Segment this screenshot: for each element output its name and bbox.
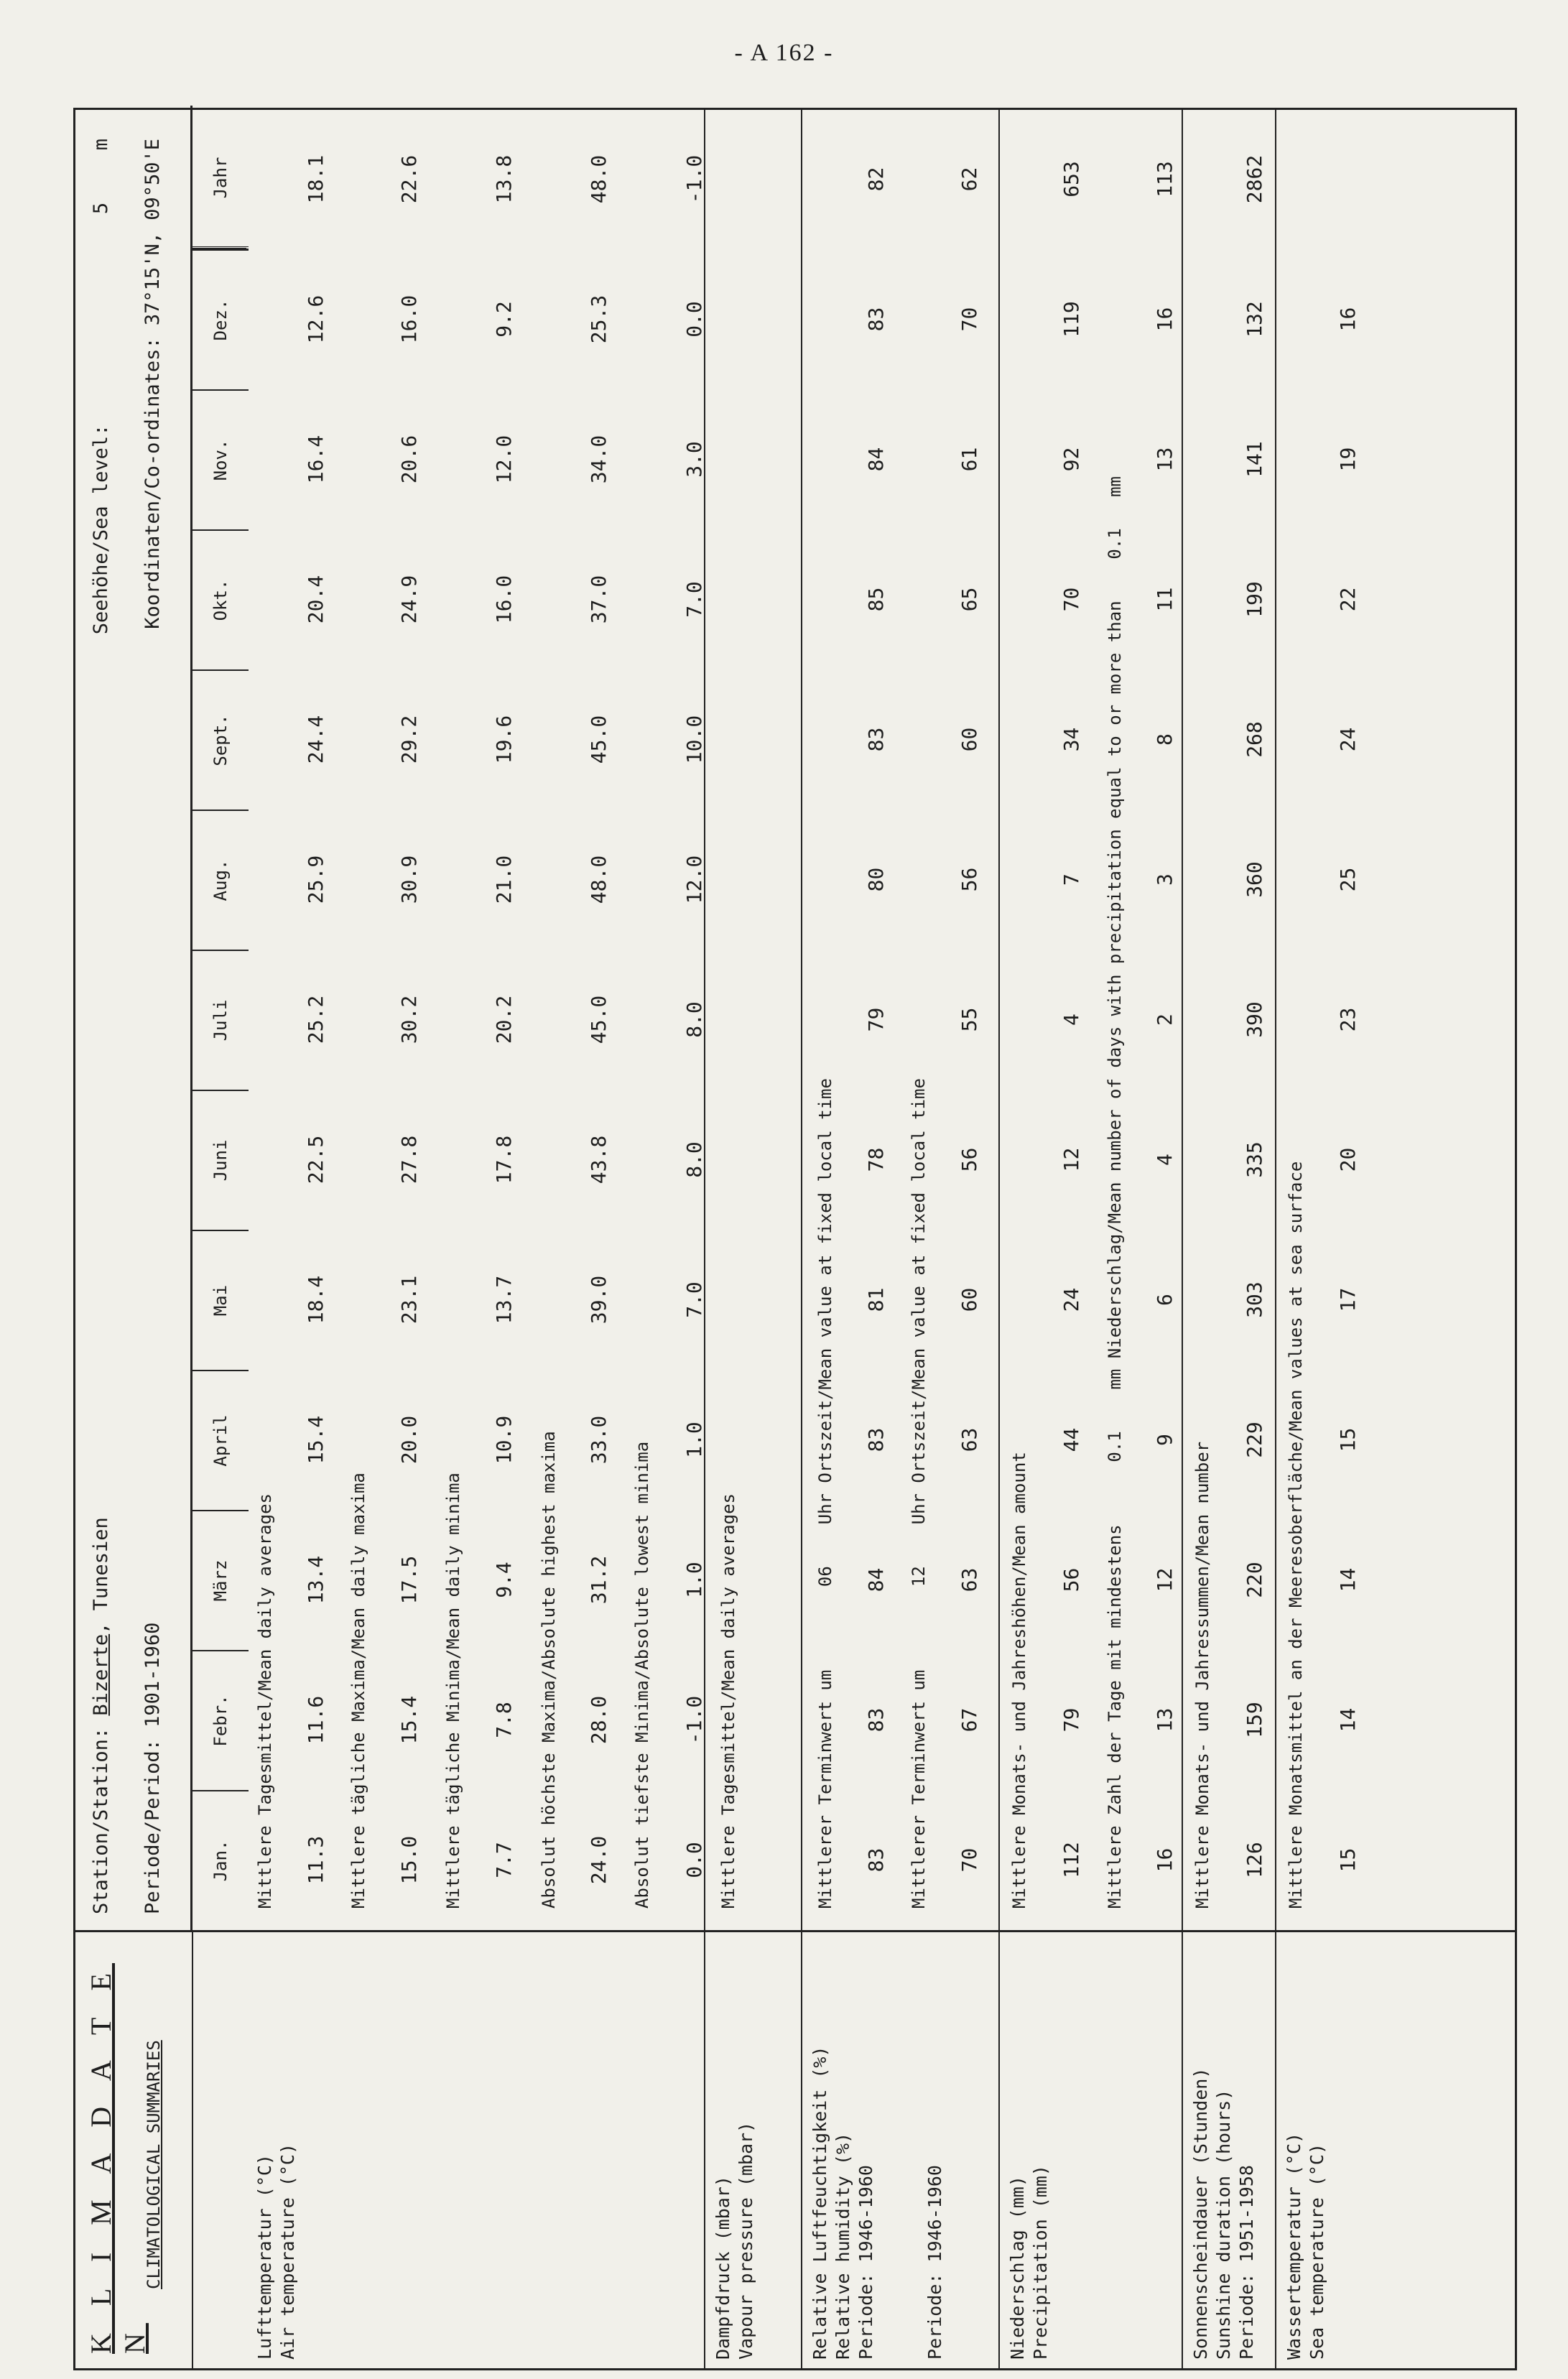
row-description: Absolut tiefste Minima/Absolute lowest minima <box>632 1441 652 1909</box>
table-cell-value: 13.7 <box>492 1275 516 1325</box>
table-cell-value: 34.0 <box>587 435 611 484</box>
table-cell-value: 3 <box>1153 873 1177 886</box>
table-cell-value: 21.0 <box>492 855 516 904</box>
table-cell-value: 0.0 <box>682 301 706 338</box>
section-label-sunshine: Sonnenscheindauer (Stunden) Sunshine duration (hours) Periode: 1951-1958 <box>1190 2067 1257 2360</box>
table-cell-value: 48.0 <box>587 154 611 204</box>
table-cell-value: 9 <box>1153 1434 1177 1446</box>
table-cell-value: 56 <box>1059 1567 1083 1592</box>
table-cell-value: 67 <box>957 1707 981 1733</box>
table-cell-value: 79 <box>864 1007 888 1032</box>
table-cell-value: 16.0 <box>492 575 516 624</box>
table-cell-value: 25.2 <box>304 995 328 1044</box>
table-cell-value: 199 <box>1243 581 1266 618</box>
table-cell-value: 229 <box>1243 1422 1266 1458</box>
table-cell-value: 55 <box>957 1007 981 1032</box>
table-cell-value: 29.2 <box>397 715 421 764</box>
row-description: Mittlere Zahl der Tage mit mindestens 0.1 mm Niederschlag/Mean number of days with precipitation equal to or more than 0.1 mm <box>1105 476 1125 1909</box>
table-cell-value: 80 <box>864 867 888 892</box>
table-cell-value: 13 <box>1153 1707 1177 1733</box>
page-subtitle: CLIMATOLOGICAL SUMMARIES <box>144 2040 164 2289</box>
table-cell-value: 27.8 <box>397 1135 421 1184</box>
table-cell-value: 8.0 <box>682 1141 706 1178</box>
month-header: Jan. <box>192 1790 249 1930</box>
month-header: Nov. <box>192 389 249 529</box>
table-cell-value: 78 <box>864 1147 888 1172</box>
table-cell-value: 24.4 <box>304 715 328 764</box>
table-cell-value: 24.9 <box>397 575 421 624</box>
period-line: Periode/Period: 1901-1960 <box>142 1622 164 1914</box>
table-cell-value: 8 <box>1153 733 1177 746</box>
table-cell-value: 12.6 <box>304 295 328 344</box>
table-cell-value: 45.0 <box>587 995 611 1044</box>
table-cell-value: 11.3 <box>304 1835 328 1885</box>
table-cell-value: 56 <box>957 867 981 892</box>
table-cell-value: 48.0 <box>587 855 611 904</box>
table-cell-value: 83 <box>864 727 888 752</box>
coordinates-line: Koordinaten/Co-ordinates: 37°15'N, 09°50'E <box>142 139 164 629</box>
table-cell-value: 7.0 <box>682 581 706 618</box>
table-cell-value: 60 <box>957 727 981 752</box>
table-cell-value: 83 <box>864 1847 888 1873</box>
table-cell-value: 20 <box>1336 1147 1360 1172</box>
table-cell-value: 335 <box>1243 1141 1266 1178</box>
table-cell-value: 43.8 <box>587 1135 611 1184</box>
table-cell-value: 4 <box>1059 1014 1083 1026</box>
row-description: Mittlere Tagesmittel/Mean daily averages <box>718 1493 738 1909</box>
table-cell-value: 81 <box>864 1287 888 1312</box>
row-description: Mittlerer Terminwert um 06 Uhr Ortszeit/Mean value at fixed local time <box>815 1078 835 1909</box>
table-cell-value: 31.2 <box>587 1555 611 1605</box>
table-cell-value: 16 <box>1336 307 1360 332</box>
row-description: Mittlere Tagesmittel/Mean daily averages <box>255 1493 275 1909</box>
table-cell-value: 1.0 <box>682 1422 706 1458</box>
table-cell-value: 13 <box>1153 447 1177 472</box>
table-cell-value: 24 <box>1336 727 1360 752</box>
table-cell-value: 360 <box>1243 861 1266 898</box>
table-cell-value: 24.0 <box>587 1835 611 1885</box>
table-cell-value: 22.5 <box>304 1135 328 1184</box>
table-cell-value: 6 <box>1153 1294 1177 1306</box>
table-cell-value: 220 <box>1243 1562 1266 1598</box>
data-area <box>73 108 1517 1932</box>
table-cell-value: 653 <box>1059 161 1083 198</box>
month-header: Juni <box>192 1090 249 1230</box>
table-cell-value: 92 <box>1059 447 1083 472</box>
section-label-humidity: Relative Luftfeuchtigkeit (%) Relative humidity (%) Periode: 1946-1960 Periode: 1946-1960 <box>809 2046 945 2360</box>
month-header: Sept. <box>192 669 249 810</box>
table-cell-value: 83 <box>864 1427 888 1452</box>
table-cell-value: 37.0 <box>587 575 611 624</box>
table-cell-value: 9.2 <box>492 301 516 338</box>
station-line: Station/Station: Bizerte, Tunesien <box>90 1517 112 1914</box>
table-cell-value: 390 <box>1243 1001 1266 1038</box>
table-cell-value: 126 <box>1243 1842 1266 1878</box>
table-cell-value: 132 <box>1243 301 1266 338</box>
month-header: Jahr <box>192 109 249 249</box>
table-cell-value: 23 <box>1336 1007 1360 1032</box>
table-cell-value: 60 <box>957 1287 981 1312</box>
table-cell-value: 22.6 <box>397 154 421 204</box>
table-cell-value: 159 <box>1243 1702 1266 1738</box>
table-cell-value: 44 <box>1059 1427 1083 1452</box>
section-label-sea-temperature: Wassertemperatur (°C) Sea temperature (°C) <box>1284 2132 1327 2360</box>
table-cell-value: 17.5 <box>397 1555 421 1605</box>
table-cell-value: 119 <box>1059 301 1083 338</box>
table-cell-value: 12 <box>1153 1567 1177 1592</box>
table-cell-value: 4 <box>1153 1154 1177 1166</box>
table-cell-value: -1.0 <box>682 1695 706 1745</box>
table-cell-value: 15 <box>1336 1427 1360 1452</box>
month-header: März <box>192 1510 249 1650</box>
table-cell-value: 14 <box>1336 1707 1360 1733</box>
row-description: Mittlere tägliche Minima/Mean daily minima <box>443 1473 463 1909</box>
table-cell-value: 18.1 <box>304 154 328 204</box>
section-label-precipitation: Niederschlag (mm) Precipitation (mm) <box>1007 2165 1051 2360</box>
table-cell-value: 34 <box>1059 727 1083 752</box>
table-cell-value: 84 <box>864 447 888 472</box>
table-cell-value: 10.0 <box>682 715 706 764</box>
table-cell-value: 268 <box>1243 721 1266 758</box>
table-cell-value: 20.2 <box>492 995 516 1044</box>
table-cell-value: 9.4 <box>492 1562 516 1598</box>
month-header: Okt. <box>192 529 249 669</box>
table-cell-value: 12.0 <box>682 855 706 904</box>
table-cell-value: 70 <box>957 307 981 332</box>
table-cell-value: 79 <box>1059 1707 1083 1733</box>
left-label-column <box>73 1932 1517 2370</box>
table-cell-value: 16.4 <box>304 435 328 484</box>
table-cell-value: 63 <box>957 1567 981 1592</box>
month-header: Febr. <box>192 1650 249 1790</box>
table-cell-value: 112 <box>1059 1842 1083 1878</box>
table-cell-value: 83 <box>864 307 888 332</box>
table-cell-value: -1.0 <box>682 154 706 204</box>
month-header-row <box>190 106 246 1930</box>
section-label-vapour-pressure: Dampfdruck (mbar) Vapour pressure (mbar) <box>713 2121 756 2360</box>
table-cell-value: 84 <box>864 1567 888 1592</box>
table-cell-value: 14 <box>1336 1567 1360 1592</box>
table-cell-value: 15.4 <box>397 1695 421 1745</box>
table-cell-value: 20.6 <box>397 435 421 484</box>
table-cell-value: 45.0 <box>587 715 611 764</box>
table-cell-value: 8.0 <box>682 1001 706 1038</box>
table-cell-value: 13.4 <box>304 1555 328 1605</box>
month-header: Mai <box>192 1230 249 1370</box>
table-cell-value: 7 <box>1059 873 1083 886</box>
table-cell-value: 16 <box>1153 1847 1177 1873</box>
table-cell-value: 11.6 <box>304 1695 328 1745</box>
sea-level-line: Seehöhe/Sea level: 5 m <box>90 139 112 635</box>
table-cell-value: 62 <box>957 167 981 192</box>
table-cell-value: 25.3 <box>587 295 611 344</box>
row-description: Mittlere tägliche Maxima/Mean daily maxima <box>348 1473 368 1909</box>
table-cell-value: 39.0 <box>587 1275 611 1325</box>
table-cell-value: 12 <box>1059 1147 1083 1172</box>
table-cell-value: 7.7 <box>492 1842 516 1878</box>
table-cell-value: 11 <box>1153 587 1177 612</box>
table-cell-value: 70 <box>957 1847 981 1873</box>
table-cell-value: 83 <box>864 1707 888 1733</box>
row-description: Mittlere Monats- und Jahressummen/Mean number <box>1192 1441 1212 1909</box>
table-cell-value: 19 <box>1336 447 1360 472</box>
table-cell-value: 15 <box>1336 1847 1360 1873</box>
month-header: April <box>192 1370 249 1510</box>
month-header: Juli <box>192 950 249 1090</box>
table-cell-value: 82 <box>864 167 888 192</box>
row-description: Mittlere Monatsmittel an der Meeresoberfläche/Mean values at sea surface <box>1286 1161 1306 1909</box>
section-label-air-temperature: Lufttemperatur (°C) Air temperature (°C) <box>254 2143 298 2360</box>
table-cell-value: 113 <box>1153 161 1177 198</box>
table-cell-value: 25 <box>1336 867 1360 892</box>
table-cell-value: 20.4 <box>304 575 328 624</box>
table-cell-value: 25.9 <box>304 855 328 904</box>
table-cell-value: 30.9 <box>397 855 421 904</box>
table-cell-value: 22 <box>1336 587 1360 612</box>
table-cell-value: 20.0 <box>397 1415 421 1465</box>
month-header: Aug. <box>192 810 249 950</box>
station-name: Bizerte <box>90 1633 112 1716</box>
table-cell-value: 7.8 <box>492 1702 516 1738</box>
row-description: Absolut höchste Maxima/Absolute highest maxima <box>539 1431 559 1909</box>
table-cell-value: 23.1 <box>397 1275 421 1325</box>
table-cell-value: 2 <box>1153 1014 1177 1026</box>
table-cell-value: 24 <box>1059 1287 1083 1312</box>
table-cell-value: 16.0 <box>397 295 421 344</box>
climate-table <box>73 108 1517 2370</box>
page-title: K L I M A D A T E N <box>85 1963 151 2354</box>
table-cell-value: 70 <box>1059 587 1083 612</box>
table-cell-value: 17 <box>1336 1287 1360 1312</box>
table-cell-value: 10.9 <box>492 1415 516 1465</box>
table-cell-value: 33.0 <box>587 1415 611 1465</box>
table-cell-value: 56 <box>957 1147 981 1172</box>
table-cell-value: 2862 <box>1243 154 1266 204</box>
table-cell-value: 17.8 <box>492 1135 516 1184</box>
table-cell-value: 15.0 <box>397 1835 421 1885</box>
month-header: Dez. <box>192 249 249 389</box>
table-cell-value: 18.4 <box>304 1275 328 1325</box>
table-cell-value: 61 <box>957 447 981 472</box>
table-cell-value: 0.0 <box>682 1842 706 1878</box>
table-cell-value: 141 <box>1243 441 1266 478</box>
table-cell-value: 30.2 <box>397 995 421 1044</box>
table-cell-value: 3.0 <box>682 441 706 478</box>
table-cell-value: 19.6 <box>492 715 516 764</box>
table-cell-value: 16 <box>1153 307 1177 332</box>
table-cell-value: 85 <box>864 587 888 612</box>
table-cell-value: 7.0 <box>682 1281 706 1318</box>
table-cell-value: 65 <box>957 587 981 612</box>
table-cell-value: 303 <box>1243 1281 1266 1318</box>
row-description: Mittlerer Terminwert um 12 Uhr Ortszeit/Mean value at fixed local time <box>909 1078 929 1909</box>
table-cell-value: 1.0 <box>682 1562 706 1598</box>
table-cell-value: 15.4 <box>304 1415 328 1465</box>
table-cell-value: 12.0 <box>492 435 516 484</box>
page-number: - A 162 - <box>734 40 834 66</box>
table-cell-value: 13.8 <box>492 154 516 204</box>
table-cell-value: 63 <box>957 1427 981 1452</box>
row-description: Mittlere Monats- und Jahreshöhen/Mean amount <box>1009 1452 1029 1909</box>
table-cell-value: 28.0 <box>587 1695 611 1745</box>
